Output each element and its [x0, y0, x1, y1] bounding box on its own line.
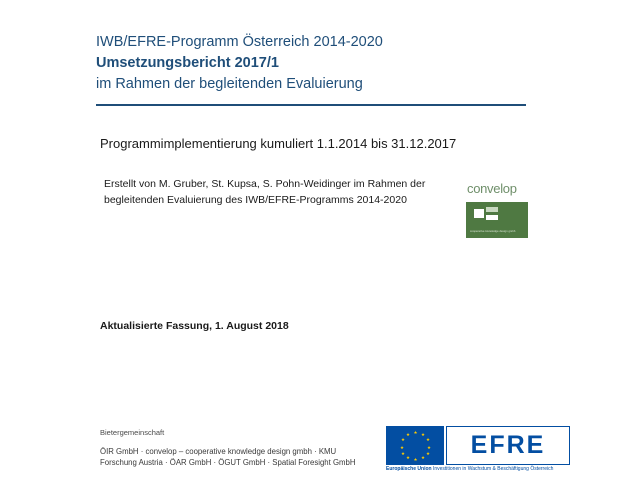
convelop-wordmark: convelop: [467, 181, 517, 196]
efre-caption: [386, 466, 570, 473]
footer-label: Bietergemeinschaft: [100, 428, 165, 437]
title-line-context: im Rahmen der begleitenden Evaluierung: [96, 76, 363, 92]
eu-flag-icon: [386, 426, 444, 465]
efre-logo: [386, 426, 570, 472]
title-block: [96, 32, 526, 95]
convelop-logo: [466, 176, 528, 238]
subtitle: Programmimplementierung kumuliert 1.1.2014 bis 31.12.2017: [100, 136, 457, 151]
footer-partners-line-2: Forschung Austria · ÖAR GmbH · ÖGUT GmbH · Spatial Foresight GmbH: [100, 458, 356, 467]
efre-caption-strong: Europäische Union: [386, 466, 432, 472]
eu-stars: ★ ★ ★ ★ ★ ★ ★ ★ ★ ★ ★ ★: [400, 429, 431, 462]
title-divider: [96, 104, 526, 106]
convelop-mark-icon: [474, 207, 498, 222]
efre-wordmark: EFRE: [446, 426, 570, 465]
efre-caption-rest: Investitionen in Wachstum & Beschäftigung Österreich: [432, 466, 554, 472]
convelop-logo-box: [466, 202, 528, 238]
convelop-tagline: cooperative knowledge design gmbh: [470, 230, 516, 233]
title-line-report: Umsetzungsbericht 2017/1: [96, 55, 279, 71]
footer-partners-line-1: ÖIR GmbH · convelop – cooperative knowledge design gmbh · KMU: [100, 447, 337, 456]
authors-note: Erstellt von M. Gruber, St. Kupsa, S. Pohn-Weidinger im Rahmen der begleitenden Evaluierung des IWB/EFRE-Programms 2014-2020: [104, 178, 426, 206]
footer-partners: [100, 446, 370, 468]
title-line-program: IWB/EFRE-Programm Österreich 2014-2020: [96, 34, 383, 50]
version-note: Aktualisierte Fassung, 1. August 2018: [100, 320, 289, 332]
